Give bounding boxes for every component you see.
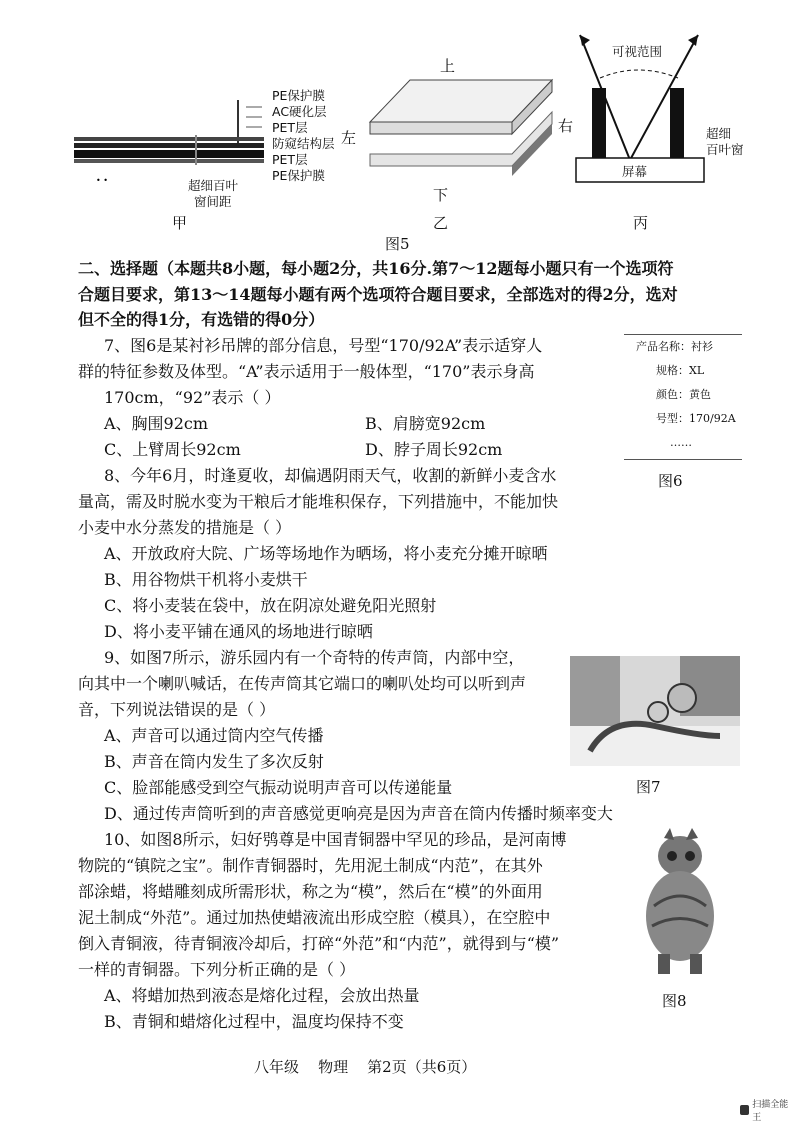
question-text: 9、如图7所示，游乐园内有一个奇特的传声筒，内部中空，: [104, 648, 525, 667]
figure-8-caption: 图8: [662, 992, 687, 1010]
option-b[interactable]: B、肩膀宽92cm: [365, 414, 486, 433]
screen-label: 屏幕: [622, 164, 648, 179]
scanner-watermark: [740, 1097, 794, 1123]
louver-spacing-label: [188, 178, 238, 210]
option-c[interactable]: C、脸部能感受到空气振动说明声音可以传递能量: [104, 778, 453, 797]
viewing-range-label: 可视范围: [612, 44, 663, 59]
section-heading: 但不全的得1分，有选错的得0分）: [78, 310, 325, 329]
shirt-tag: [624, 334, 742, 460]
layer-label: 防窥结构层: [272, 136, 335, 151]
question-text: 8、今年6月，时逢夏收，却偏遇阴雨天气，收割的新鲜小麦含水: [104, 466, 557, 485]
question-text: 泥土制成“外范”。通过加热使蜡液流出形成空腔（模具），在空腔中: [78, 908, 551, 927]
layer-label: PET层: [272, 152, 308, 167]
speaking-tube-photo: [570, 656, 740, 766]
option-a[interactable]: A、声音可以通过筒内空气传播: [104, 726, 324, 745]
direction-up: 上: [440, 57, 456, 75]
question-text: 音，下列说法错误的是（ ）: [78, 700, 276, 719]
section-heading: 合题目要求，第13～14题每小题有两个选项符合题目要求，全部选对的得2分，选对: [78, 285, 678, 304]
tag-line: 颜色：黄色: [656, 388, 711, 401]
tag-line: 号型：170/92A: [656, 412, 736, 425]
sub-figure-yi: 乙: [433, 214, 449, 232]
option-a[interactable]: A、将蜡加热到液态是熔化过程，会放出热量: [104, 986, 420, 1005]
direction-right: 右: [558, 117, 574, 135]
tag-line: 产品名称：衬衫: [636, 340, 713, 353]
question-text: 10、如图8所示，妇好鸮尊是中国青铜器中罕见的珍品，是河南博: [104, 830, 567, 849]
direction-left: 左: [341, 129, 357, 147]
figure-7-caption: 图7: [636, 778, 661, 796]
question-text: 小麦中水分蒸发的措施是（ ）: [78, 518, 292, 537]
question-text: 170cm，“92”表示（ ）: [104, 388, 281, 407]
question-text: 部涂蜡，将蜡雕刻成所需形状，称之为“模”，然后在“模”的外面用: [78, 882, 543, 901]
tag-line: 规格：XL: [656, 364, 705, 377]
option-d[interactable]: D、将小麦平铺在通风的场地进行晾晒: [104, 622, 373, 641]
question-text: 倒入青铜液，待青铜液冷却后，打碎“外范”和“内范”，就得到与“模”: [78, 934, 560, 953]
option-b[interactable]: B、青铜和蜡熔化过程中，温度均保持不变: [104, 1012, 404, 1031]
option-c[interactable]: C、上臂周长92cm: [104, 440, 241, 459]
option-b[interactable]: B、用谷物烘干机将小麦烘干: [104, 570, 308, 589]
question-text: 量高，需及时脱水变为干粮后才能堆积保存，下列措施中，不能加快: [78, 492, 559, 511]
film-layer-labels: [272, 88, 335, 184]
bronze-owl-vessel-photo: [634, 826, 726, 976]
layer-label: PE保护膜: [272, 168, 325, 183]
option-d[interactable]: D、通过传声筒听到的声音感觉更响亮是因为声音在筒内传播时频率变大: [104, 804, 613, 823]
label-line: 百叶窗: [706, 142, 744, 157]
label-line: 超细百叶: [188, 178, 239, 193]
scanner-logo-icon: [740, 1105, 749, 1115]
figure-5-caption: 图5: [385, 235, 410, 253]
svg-text:• •: • •: [96, 176, 108, 185]
screen-box-diagram: [360, 72, 560, 187]
page-footer: 八年级 物理 第2页（共6页）: [254, 1058, 477, 1076]
option-a[interactable]: A、开放政府大院、广场等场地作为晒场，将小麦充分摊开晾晒: [104, 544, 548, 563]
layer-label: PET层: [272, 120, 308, 135]
option-a[interactable]: A、胸围92cm: [104, 414, 209, 433]
label-line: 窗间距: [194, 194, 232, 209]
sub-figure-bing: 丙: [633, 214, 649, 232]
question-text: 一样的青铜器。下列分析正确的是（ ）: [78, 960, 356, 979]
watermark-text: 扫描全能王: [752, 1100, 789, 1123]
question-text: 向其中一个喇叭喊话，在传声筒其它端口的喇叭处均可以听到声: [78, 674, 527, 693]
figure-6-caption: 图6: [658, 472, 683, 490]
tag-line: ……: [670, 436, 692, 449]
direction-down: 下: [433, 186, 449, 204]
layer-label: PE保护膜: [272, 88, 325, 103]
layer-label: AC硬化层: [272, 104, 327, 119]
louver-label: [706, 126, 744, 158]
option-d[interactable]: D、脖子周长92cm: [365, 440, 503, 459]
option-b[interactable]: B、声音在筒内发生了多次反射: [104, 752, 324, 771]
question-text: 群的特征参数及体型。“A”表示适用于一般体型，“170”表示身高: [78, 362, 535, 381]
question-text: 物院的“镇院之宝”。制作青铜器时，先用泥土制成“内范”，在其外: [78, 856, 543, 875]
label-line: 超细: [706, 126, 732, 141]
question-text: 7、图6是某衬衫吊牌的部分信息，号型“170/92A”表示适穿人: [104, 336, 543, 355]
sub-figure-jia: 甲: [172, 214, 188, 232]
section-heading: 二、选择题（本题共8小题，每小题2分，共16分.第7～12题每小题只有一个选项符: [78, 259, 674, 278]
option-c[interactable]: C、将小麦装在袋中，放在阴凉处避免阳光照射: [104, 596, 437, 615]
